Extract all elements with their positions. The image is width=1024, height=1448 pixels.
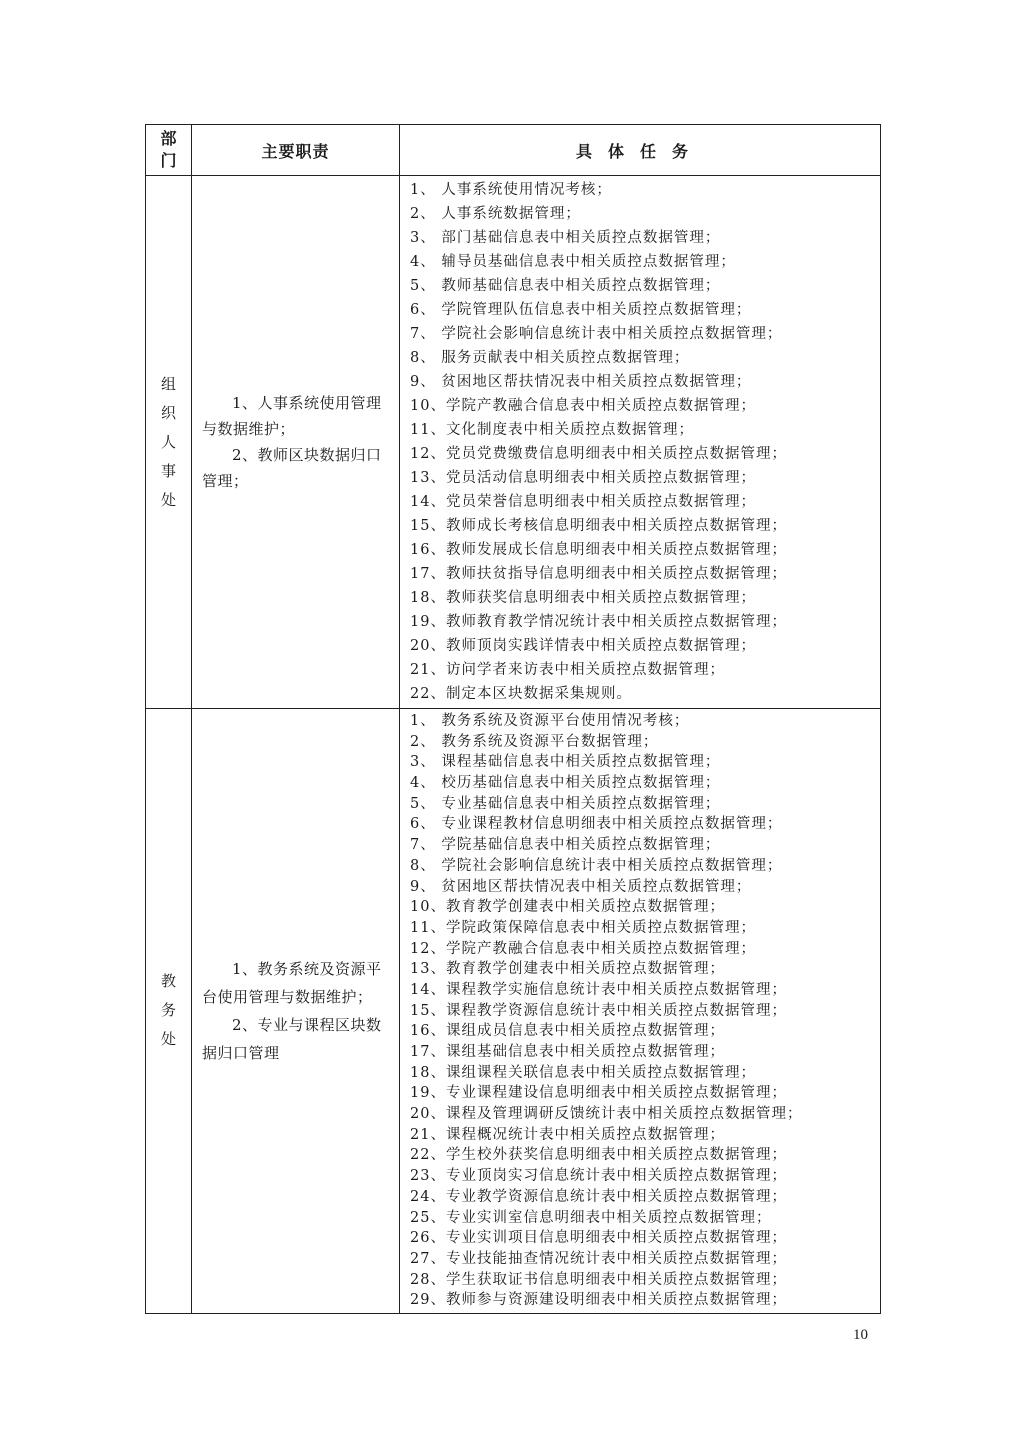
task-item: 6、 学院管理队伍信息表中相关质控点数据管理； <box>410 302 752 318</box>
task-item: 6、 专业课程教材信息明细表中相关质控点数据管理； <box>410 816 783 833</box>
task-item: 19、教师教育教学情况统计表中相关质控点数据管理； <box>410 614 787 630</box>
task-item: 29、教师参与资源建设明细表中相关质控点数据管理； <box>410 1292 787 1309</box>
task-item: 20、教师顶岗实践详情表中相关质控点数据管理； <box>410 638 756 654</box>
task-item: 9、 贫困地区帮扶情况表中相关质控点数据管理； <box>410 374 752 390</box>
duty-cell <box>192 176 400 709</box>
duties-table <box>145 124 881 1314</box>
duty-item: 1、教务系统及资源平台使用管理与数据维护； <box>202 959 382 1006</box>
header-row <box>146 125 881 176</box>
task-item: 5、 专业基础信息表中相关质控点数据管理； <box>410 795 721 812</box>
dept-cell <box>146 176 192 709</box>
header-tasks: 具体任务 <box>400 125 881 176</box>
header-dept-char: 部 <box>160 129 177 148</box>
task-item: 19、专业课程建设信息明细表中相关质控点数据管理； <box>410 1085 787 1102</box>
dept-cell <box>146 709 192 1314</box>
task-item: 8、 服务贡献表中相关质控点数据管理； <box>410 350 690 366</box>
task-item: 8、 学院社会影响信息统计表中相关质控点数据管理； <box>410 857 783 874</box>
task-item: 22、学生校外获奖信息明细表中相关质控点数据管理； <box>410 1147 787 1164</box>
task-item: 20、课程及管理调研反馈统计表中相关质控点数据管理； <box>410 1106 803 1123</box>
task-item: 18、课组课程关联信息表中相关质控点数据管理； <box>410 1064 756 1081</box>
dept-char: 处 <box>160 490 176 509</box>
task-item: 2、 教务系统及资源平台数据管理； <box>410 733 659 750</box>
task-item: 17、课组基础信息表中相关质控点数据管理； <box>410 1044 725 1060</box>
dept-char: 组 <box>160 374 176 393</box>
task-item: 12、党员党费缴费信息明细表中相关质控点数据管理； <box>410 446 787 462</box>
task-item: 27、专业技能抽查情况统计表中相关质控点数据管理； <box>410 1250 787 1267</box>
duty-cell <box>192 709 400 1314</box>
task-item: 22、制定本区块数据采集规则。 <box>410 686 632 702</box>
task-item: 11、文化制度表中相关质控点数据管理； <box>410 422 694 438</box>
dept-char: 人 <box>160 432 176 451</box>
header-dept-char: 门 <box>160 151 177 170</box>
task-item: 4、 辅导员基础信息表中相关质控点数据管理； <box>410 254 736 270</box>
task-item: 16、教师发展成长信息明细表中相关质控点数据管理； <box>410 542 787 558</box>
task-item: 25、专业实训室信息明细表中相关质控点数据管理； <box>410 1209 772 1226</box>
task-item: 11、学院政策保障信息表中相关质控点数据管理； <box>410 919 756 936</box>
task-item: 24、专业教学资源信息统计表中相关质控点数据管理； <box>410 1188 787 1205</box>
task-item: 12、学院产教融合信息表中相关质控点数据管理； <box>410 940 756 957</box>
page-number: 10 <box>853 1327 868 1343</box>
task-item: 9、 贫困地区帮扶情况表中相关质控点数据管理； <box>410 878 752 895</box>
task-item: 17、教师扶贫指导信息明细表中相关质控点数据管理； <box>410 566 787 582</box>
table-row <box>146 176 881 709</box>
task-item: 14、课程教学实施信息统计表中相关质控点数据管理； <box>410 981 787 998</box>
task-item: 3、 课程基础信息表中相关质控点数据管理； <box>410 754 721 771</box>
task-list <box>410 178 876 706</box>
task-item: 7、 学院社会影响信息统计表中相关质控点数据管理； <box>410 326 783 342</box>
dept-char: 处 <box>160 1030 176 1049</box>
dept-char: 织 <box>160 403 176 422</box>
task-item: 21、课程概况统计表中相关质控点数据管理； <box>410 1126 725 1143</box>
task-item: 14、党员荣誉信息明细表中相关质控点数据管理； <box>410 494 756 510</box>
table-row <box>146 709 881 1314</box>
task-item: 15、课程教学资源信息统计表中相关质控点数据管理； <box>410 1002 787 1019</box>
task-list <box>410 711 876 1311</box>
duty-item: 1、人事系统使用管理与数据维护； <box>202 394 382 438</box>
header-duty: 主要职责 <box>192 125 400 176</box>
task-cell <box>400 176 881 709</box>
dept-char: 事 <box>160 461 176 480</box>
task-item: 13、党员活动信息明细表中相关质控点数据管理； <box>410 470 756 486</box>
task-item: 7、 学院基础信息表中相关质控点数据管理； <box>410 837 721 854</box>
task-item: 21、访问学者来访表中相关质控点数据管理； <box>410 662 725 678</box>
task-item: 28、学生获取证书信息明细表中相关质控点数据管理； <box>410 1271 787 1288</box>
dept-char: 教 <box>160 972 176 991</box>
task-item: 18、教师获奖信息明细表中相关质控点数据管理； <box>410 590 756 606</box>
task-item: 5、 教师基础信息表中相关质控点数据管理； <box>410 278 721 294</box>
duty-item: 2、专业与课程区块数据归口管理 <box>202 1015 382 1062</box>
task-item: 16、课组成员信息表中相关质控点数据管理； <box>410 1023 725 1040</box>
task-item: 13、教育教学创建表中相关质控点数据管理； <box>410 961 725 978</box>
duty-item: 2、教师区块数据归口管理； <box>202 446 382 490</box>
task-item: 26、专业实训项目信息明细表中相关质控点数据管理； <box>410 1230 787 1247</box>
task-item: 10、学院产教融合信息表中相关质控点数据管理； <box>410 398 756 414</box>
task-item: 1、 教务系统及资源平台使用情况考核； <box>410 713 690 729</box>
task-item: 10、教育教学创建表中相关质控点数据管理； <box>410 899 725 916</box>
task-item: 4、 校历基础信息表中相关质控点数据管理； <box>410 775 721 792</box>
task-item: 3、 部门基础信息表中相关质控点数据管理； <box>410 230 721 246</box>
task-item: 23、专业顶岗实习信息统计表中相关质控点数据管理； <box>410 1168 787 1185</box>
dept-char: 务 <box>160 1001 176 1020</box>
task-cell <box>400 709 881 1314</box>
task-item: 1、 人事系统使用情况考核； <box>410 182 612 198</box>
task-item: 2、 人事系统数据管理； <box>410 206 581 222</box>
task-item: 15、教师成长考核信息明细表中相关质控点数据管理； <box>410 518 787 534</box>
header-dept <box>146 125 192 176</box>
